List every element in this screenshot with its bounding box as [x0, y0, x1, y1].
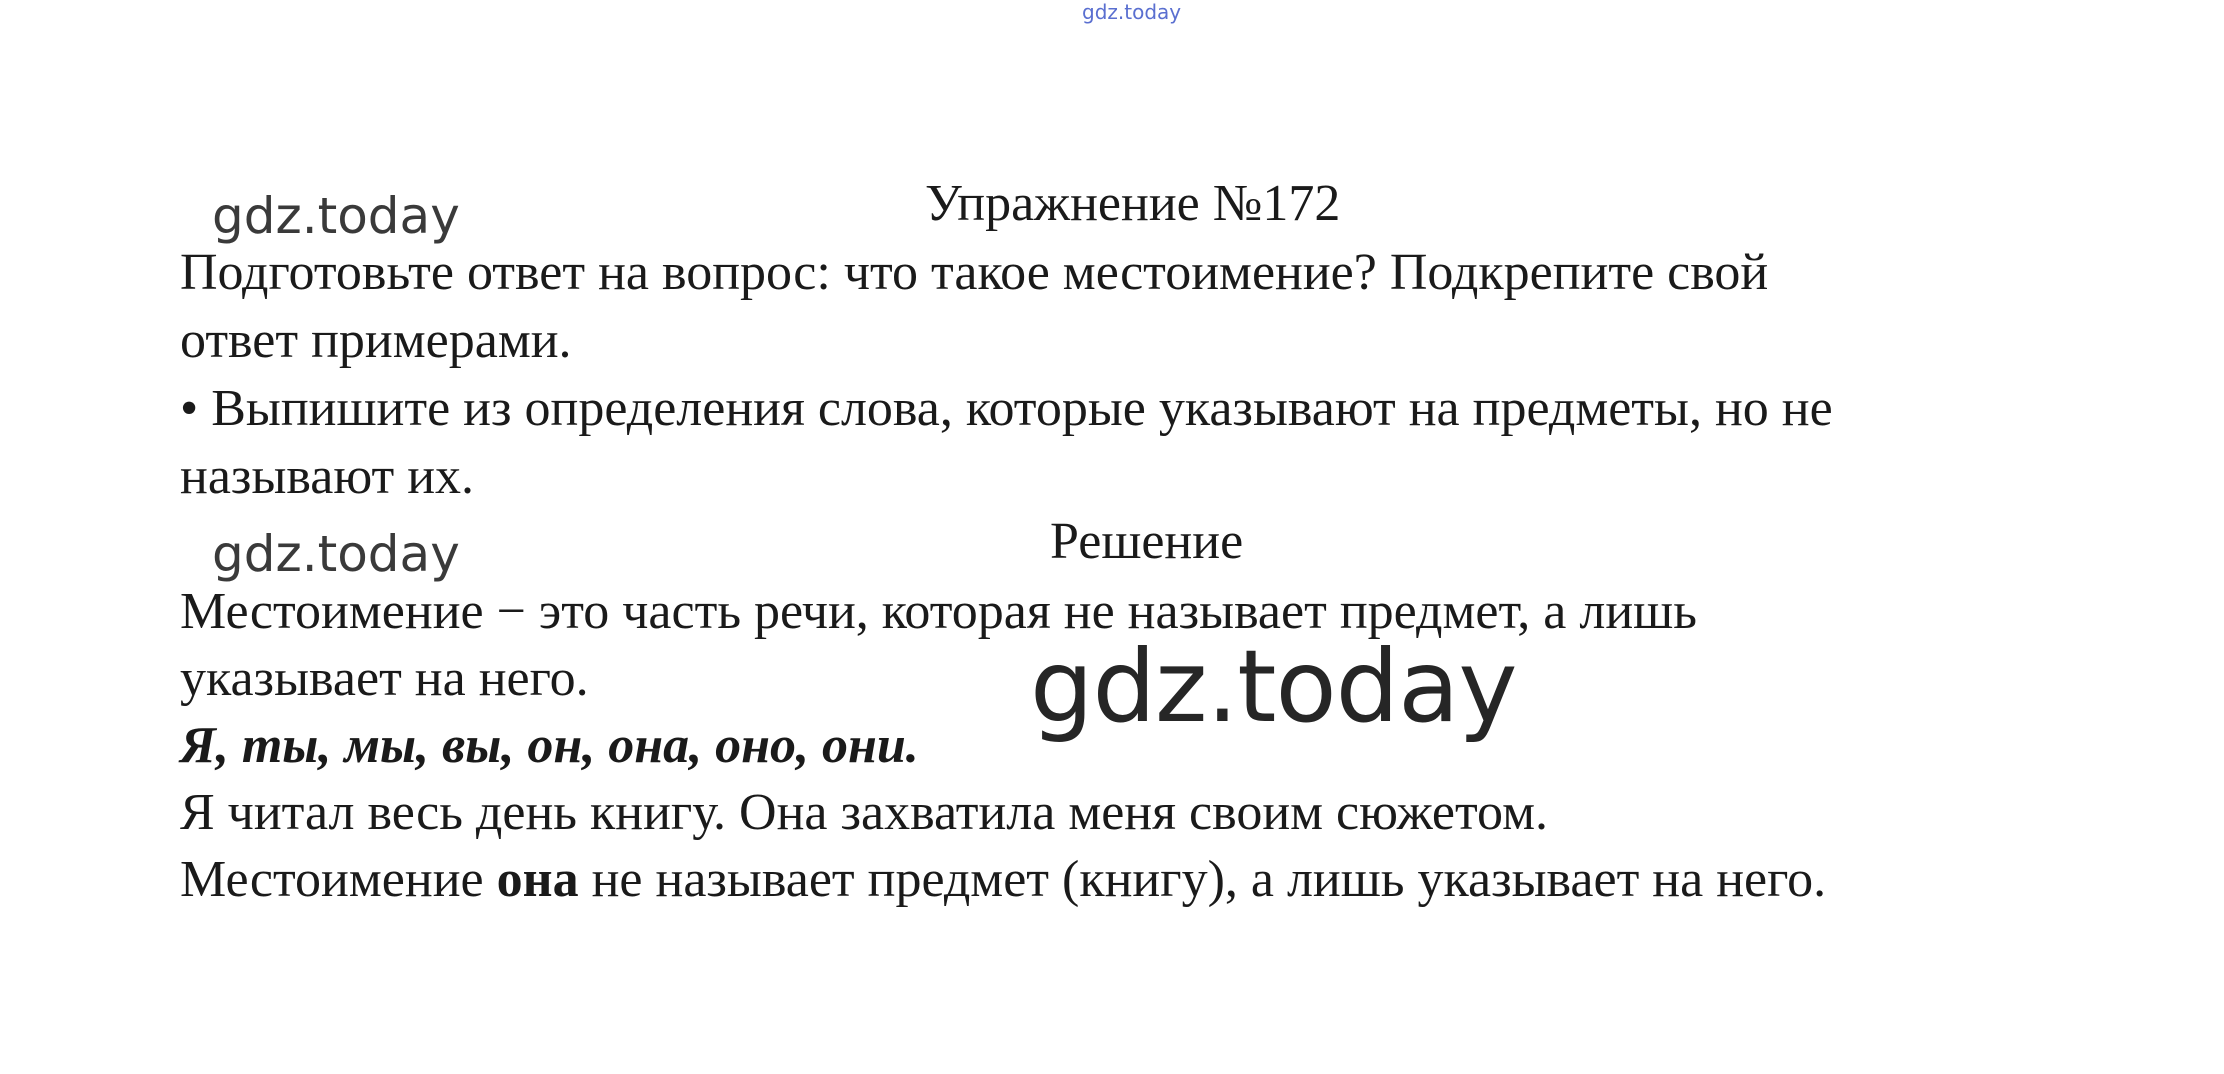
task-line-2: ответ примерами.	[180, 312, 572, 369]
exercise-title: Упражнение №172	[925, 175, 1341, 232]
task-line-3: • Выпишите из определения слова, которые указывают на предметы, но не	[180, 380, 1833, 437]
definition-line-1: Местоимение − это часть речи, которая не называет предмет, а лишь	[180, 583, 1697, 640]
explanation-text-end: не называет предмет (книгу), а лишь указывает на него.	[578, 851, 1827, 908]
solution-title: Решение	[1050, 513, 1244, 570]
definition-line-2: указывает на него.	[180, 650, 589, 707]
watermark-left-1: gdz.today	[212, 187, 460, 245]
example-sentence: Я читал весь день книгу. Она захватила меня своим сюжетом.	[180, 784, 1548, 841]
watermark-center: gdz.today	[1030, 628, 1517, 745]
watermark-top: gdz.today	[1082, 0, 1182, 24]
task-line-4: называют их.	[180, 448, 475, 505]
pronouns-list: Я, ты, мы, вы, он, она, оно, они.	[180, 717, 919, 774]
watermark-left-2: gdz.today	[212, 525, 460, 583]
explanation-text-start: Местоимение	[180, 851, 497, 908]
task-line-1: Подготовьте ответ на вопрос: что такое местоимение? Подкрепите свой	[180, 244, 1769, 301]
explanation-bold-pronoun: она	[496, 851, 579, 908]
explanation-line	[180, 851, 1827, 908]
